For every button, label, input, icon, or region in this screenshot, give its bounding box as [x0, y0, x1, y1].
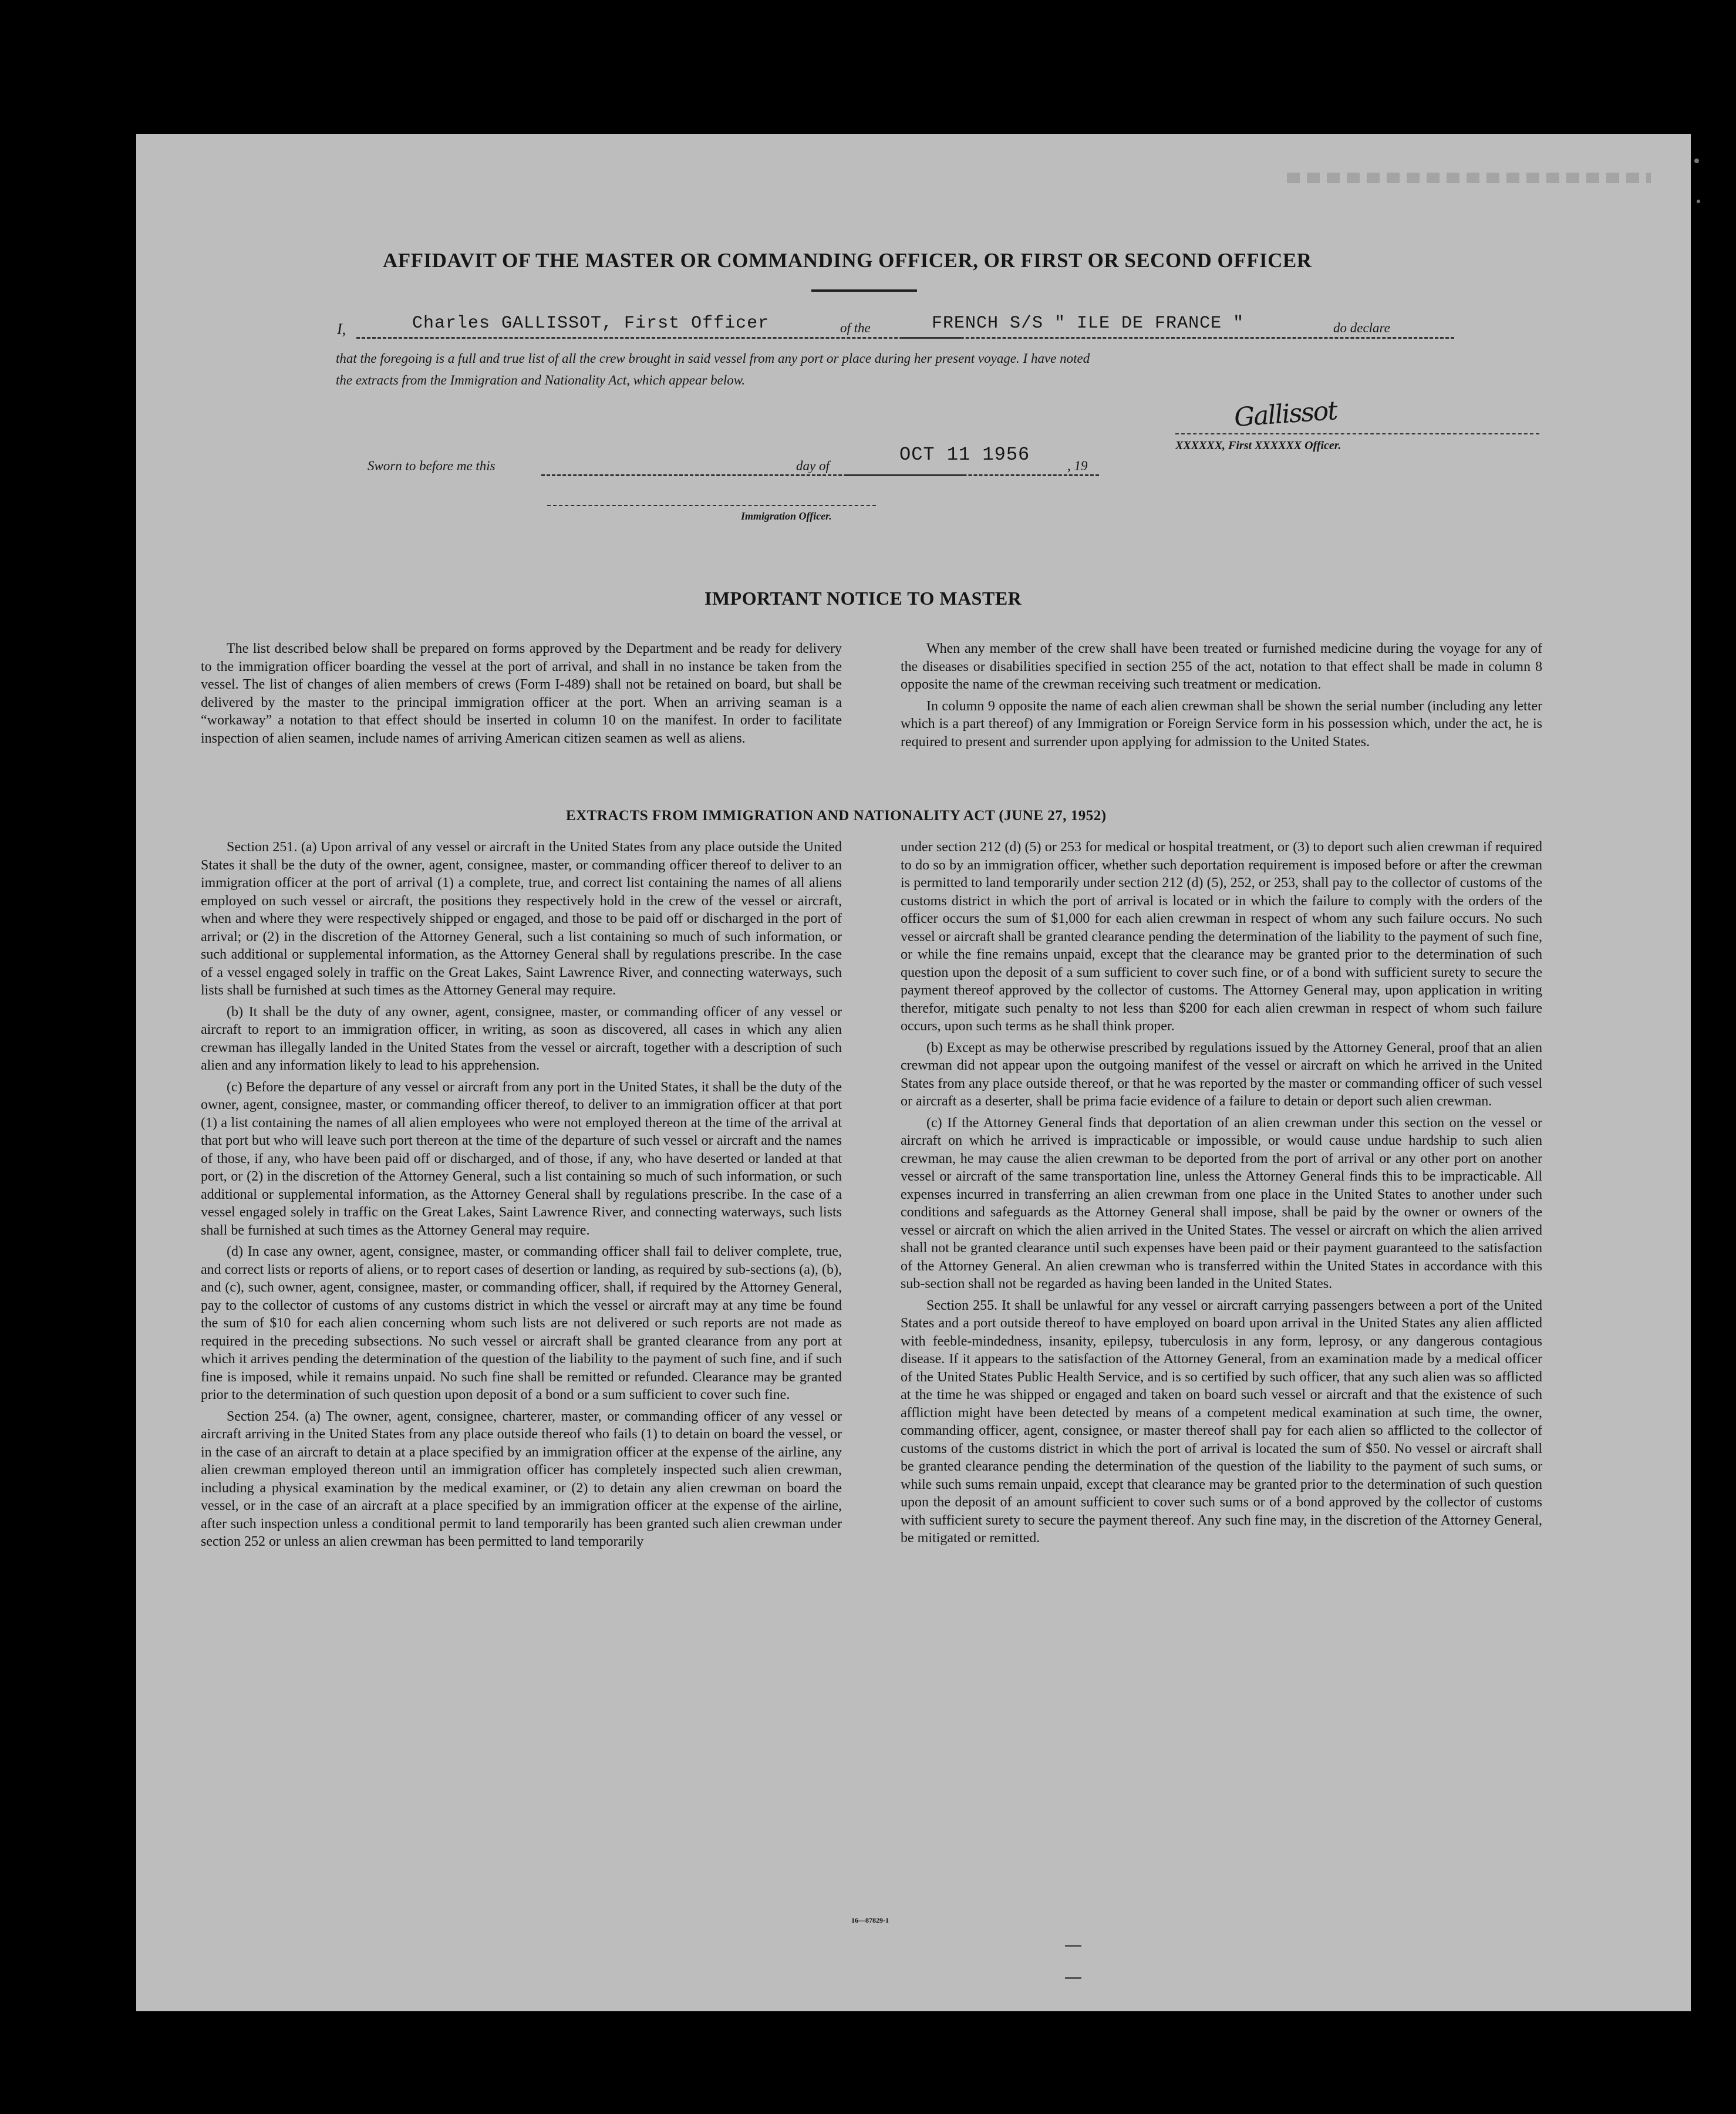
notice-title: IMPORTANT NOTICE TO MASTER: [704, 588, 1022, 609]
sworn-label: Sworn to before me this: [368, 458, 495, 473]
affidavit-title: AFFIDAVIT OF THE MASTER OR COMMANDING OFFICER, OR FIRST OR SECOND OFFICER: [383, 249, 1312, 272]
section-255: Section 255. It shall be unlawful for any vessel or aircraft carrying passengers between a port of the United States and a port outside thereof to have employed on board upon arrival in the United States any alien afflicted with feeble-mindedness, insanity, epilepsy, tuberculosis in any form, leprosy, or any dangerous contagious disease. If it appears to the satisfaction of the Attorney General, from an examination made by a medical officer of the United States Public Health Service, and is so certified by such officer, that any such alien was so afflicted at the time he was shipped or engaged and taken on board such vessel or aircraft and that the existence of such affliction might have been detected by means of a competent medical examination at such time, the owner, commanding officer, agent, consignee, or master thereof shall pay for each alien so afflicted to the collector of customs of the customs district in which the port of arrival is located the sum of $50. No vessel or aircraft shall be granted clearance pending the determination of the question of the liability to the payment of such sums, or while such sums remain unpaid, except that clearance may be granted prior to the determination of such question upon the deposit of an amount sufficient to cover such sums or of a bond approved by the collector of customs with sufficient surety to secure the payment thereof. Any such fine may, in the discretion of the Attorney General, be mitigated or remitted.: [901, 1297, 1542, 1546]
of-the-label: of the: [838, 321, 873, 336]
section-251-c: (c) Before the departure of any vessel or aircraft from any port in the United States, it shall be the duty of the owner, agent, consignee, master, or commanding officer thereof, to deliver to an immigration officer at that port (1) a list containing the names of all alien employees who were not employed thereon at the time of the arrival at that port but who will leave such port thereon at the time of the departure of such vessel or aircraft and the names of those, if any, who have been paid off or discharged, and of those, if any, who have deserted or landed at that port, or (2) in the discretion of the Attorney General, such a list containing so much of such information, or such additional or supplemental information, as the Attorney General shall by regulations prescribe. In the case of a vessel engaged solely in traffic on the Great Lakes, Saint Lawrence River, and connecting waterways, such lists shall be furnished at such times as the Attorney General may require.: [201, 1079, 842, 1238]
i-label: I,: [337, 321, 346, 338]
title-rule: [811, 289, 917, 292]
officer-name-line: [356, 337, 961, 339]
date-stamp: OCT 11 1956: [899, 444, 1030, 466]
notice-left-column: [201, 640, 842, 751]
immigration-officer-label: Immigration Officer.: [741, 510, 832, 522]
edge-mark: [1697, 200, 1700, 203]
affidavit-body-line-2: the extracts from the Immigration and Nationality Act, which appear below.: [336, 373, 746, 387]
mark-2: [1065, 1977, 1081, 1979]
section-251-d: (d) In case any owner, agent, consignee, master, or commanding officer shall fail to deliver complete, true, and correct lists or reports of aliens, or to report cases of desertion or landing, as required by sub-sections (a), (b), and (c), such owner, agent, consignee, master, or commanding officer, shall, if required by the Attorney General, pay to the collector of customs of any customs district in which the vessel or aircraft may at any time be found the sum of $10 for each alien concerning whom such lists are not delivered or such reports are not made as required in the preceding subsections. No such vessel or aircraft shall be granted clearance from any port at which it arrives pending the determination of the question of the liability to the payment of such fine, and if such fine is imposed, while it remains unpaid. No such fine shall be remitted or refunded. Clearance may be granted prior to the determination of such question upon deposit of a bond or a sum sufficient to cover such fine.: [201, 1244, 842, 1402]
extracts-left-column: [201, 838, 842, 1555]
officer-caption: XXXXXX, First XXXXXX Officer.: [1175, 439, 1341, 452]
section-254-b: (b) Except as may be otherwise prescribed by regulations issued by the Attorney General, proof that an alien crewman did not appear upon the outgoing manifest of the vessel or aircraft on which he arrived in the United States from any place outside thereof, or that he was reported by the master or commanding officer of such vessel or aircraft as a deserter, shall be prima facie evidence of a failure to detain or deport such alien crewman.: [901, 1040, 1542, 1109]
form-number: 16—87829-1: [851, 1916, 889, 1924]
signature-line: [1175, 433, 1539, 434]
year-prefix: , 19: [1065, 458, 1090, 474]
section-254-a-continued: under section 212 (d) (5) or 253 for medical or hospital treatment, or (3) to deport such alien crewman if required to do so by an immigration officer, whether such deportation requirement is imposed before or after the crewman is permitted to land temporarily under section 212 (d) (5), 252, or 253, shall pay to the collector of customs of the customs district in which the port of arrival is located or in which the failure to comply with the orders of the officer occurs the sum of $1,000 for each alien crewman in respect of whom any such failure occurs. No such vessel or aircraft shall be granted clearance pending the determination of the liability to the payment of such fine, or while the fine remains unpaid, except that the clearance may be granted prior to the determination of such question upon the deposit of a sum sufficient to cover such fine, or of a bond with sufficient surety to secure the payment thereof approved by the collector of customs. The Attorney General may, upon application in writing therefor, mitigate such penalty to not less than $200 for each alien crewman in respect of whom such failure occurs, upon such terms as he shall think proper.: [901, 839, 1542, 1034]
extracts-title: EXTRACTS FROM IMMIGRATION AND NATIONALITY ACT (JUNE 27, 1952): [566, 808, 1107, 824]
mark-1: [1065, 1945, 1081, 1947]
notice-right-paragraph-1: When any member of the crew shall have been treated or furnished medicine during the voyage for any of the diseases or disabilities specified in section 255 of the act, notation to that effect shall be made in column 8 opposite the name of the crewman receiving such treatment or medication.: [901, 641, 1542, 692]
extracts-right-column: [901, 838, 1542, 1551]
officer-name: Charles GALLISSOT, First Officer: [412, 313, 770, 333]
section-251-b: (b) It shall be the duty of any owner, agent, consignee, master, or commanding officer of any vessel or aircraft to report to an immigration officer, in writing, as soon as discovered, all cases in which any alien crewman has illegally landed in the United States from the vessel or aircraft, together with a description of such alien and any information likely to lead to his apprehension.: [201, 1004, 842, 1073]
notice-right-paragraph-2: In column 9 opposite the name of each alien crewman shall be shown the serial number (including any letter which is a part thereof) of any Immigration or Foreign Service form in his possession which, under the act, he is required to present and surrender upon applying for admission to the United States.: [901, 698, 1542, 750]
notice-right-column: [901, 640, 1542, 754]
officer-signature: Gallissot: [1233, 395, 1338, 433]
day-of-label: day of: [794, 458, 832, 474]
vessel-name: FRENCH S/S " ILE DE FRANCE ": [932, 313, 1245, 333]
edge-mark: [1694, 159, 1699, 163]
do-declare-label: do declare: [1331, 321, 1393, 336]
section-254-a: Section 254. (a) The owner, agent, consignee, charterer, master, or commanding officer of any vessel or aircraft arriving in the United States from any place outside thereof who fails (1) to detain on board the vessel, or in the case of an aircraft to detain at a place specified by an immigration officer at the expense of the airline, any alien crewman employed thereon until an immigration officer has completely inspected such alien crewman, including a physical examination by the medical examiner, or (2) to detain any alien crewman on board the vessel, or in the case of an aircraft at a place specified by an immigration officer at the expense of the airline, after such inspection unless a conditional permit to land temporarily has been granted such alien crewman under section 252 or unless an alien crewman has been permitted to land temporarily: [201, 1408, 842, 1549]
section-251-a: Section 251. (a) Upon arrival of any vessel or aircraft in the United States from any place outside the United States it shall be the duty of the owner, agent, consignee, master, or commanding officer thereof to deliver to an immigration officer at the port of arrival (1) a complete, true, and correct list containing the names of all aliens employed on such vessel or aircraft, the positions they respectively hold in the crew of the vessel or aircraft, when and where they were respectively shipped or engaged, and those to be paid off or discharged in the port of arrival; or (2) in the discretion of the Attorney General, such a list containing so much of such information, or such additional or supplemental information, as the Attorney General shall by regulations prescribe. In the case of a vessel engaged solely in traffic on the Great Lakes, Saint Lawrence River, and connecting waterways, such lists shall be furnished at such times as the Attorney General may require.: [201, 839, 842, 998]
faint-stamp: [1287, 169, 1651, 188]
section-254-c: (c) If the Attorney General finds that deportation of an alien crewman under this section on the vessel or aircraft on which he arrived is impracticable or impossible, or would cause undue hardship to such alien crewman, he may cause the alien crewman to be deported from the port of arrival or any other port on another vessel or aircraft of the same transportation line, unless the Attorney General finds this to be impracticable. All expenses incurred in transferring an alien crewman from one place in the United States to another under such conditions and safeguards as the Attorney General shall impose, shall be paid by the owner or owners of the vessel or aircraft on which the alien arrived in the United States. The vessel or aircraft on which the alien arrived shall not be granted clearance until such expenses have been paid or their payment guaranteed to the satisfaction of the Attorney General. An alien crewman who is transferred within the United States in accordance with this sub-section shall not be regarded as having been landed in the United States.: [901, 1115, 1542, 1292]
affidavit-body-line-1: that the foregoing is a full and true list of all the crew brought in said vessel from any port or place during her present voyage. I have noted: [336, 351, 1090, 366]
date-line: [847, 474, 1099, 476]
notice-left-paragraph: The list described below shall be prepared on forms approved by the Department and be ready for delivery to the immigration officer boarding the vessel at the port of arrival, and shall in no instance be taken from the vessel. The list of changes of alien members of crews (Form I-489) shall not be retained on board, but shall be delivered by the master to the principal immigration officer at the port. When an arriving seaman is a “workaway” a notation to that effect should be inserted in column 10 on the manifest. In order to facilitate inspection of alien seamen, include names of arriving American citizen seamen as well as aliens.: [201, 641, 842, 746]
vessel-line: [902, 337, 1454, 339]
immigration-officer-line: [547, 505, 876, 506]
document-page: [136, 134, 1691, 2011]
